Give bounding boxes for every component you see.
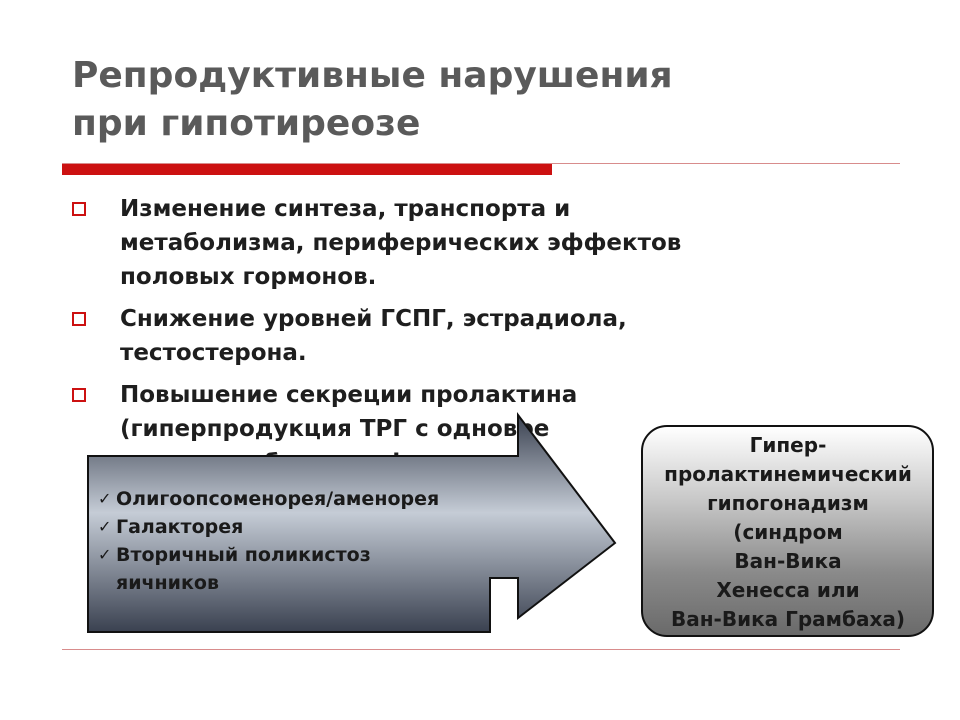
syndrome-line: гипогонадизм [707,491,869,515]
symptom-label: Вторичный поликистоз [116,544,371,566]
footer-divider [62,649,900,650]
symptom-label: Галакторея [116,516,244,538]
syndrome-line: Хенесса или [716,578,860,602]
symptom-item [98,541,538,569]
syndrome-line: Гипер- [749,433,827,457]
symptom-item [98,485,538,513]
symptom-label: яичников [116,572,219,594]
syndrome-line: пролактинемический [664,462,912,486]
bullet-line: метаболизма, периферических эффектов [120,230,682,256]
bullet-line: Изменение синтеза, транспорта и [120,196,571,222]
symptom-item [98,513,538,541]
syndrome-line: Ван-Вика Грамбаха) [670,607,906,631]
checkmark-icon: ✓ [98,517,112,536]
checkmark-icon: ✓ [98,489,112,508]
syndrome-line: (синдром [733,520,843,544]
bullet-line: половых гормонов. [120,264,377,290]
syndrome-text [623,431,953,634]
checkmark-icon: ✓ [98,545,112,564]
bullet-line: (гиперпродукция ТРГ с одновре [120,416,550,442]
title-line-2: при гипотиреозе [72,103,421,144]
bullet-line: Повышение секреции пролактина [120,382,578,408]
title-line-1: Репродуктивные нарушения [72,55,673,96]
bullet-line: тестостерона. [120,340,307,366]
symptom-list [98,485,538,597]
syndrome-line: Ван-Вика [734,549,842,573]
bullet-line: Снижение уровней ГСПГ, эстрадиола, [120,306,627,332]
symptom-label: Олигоопсоменорея/аменорея [116,488,440,510]
symptom-continuation [98,569,538,597]
